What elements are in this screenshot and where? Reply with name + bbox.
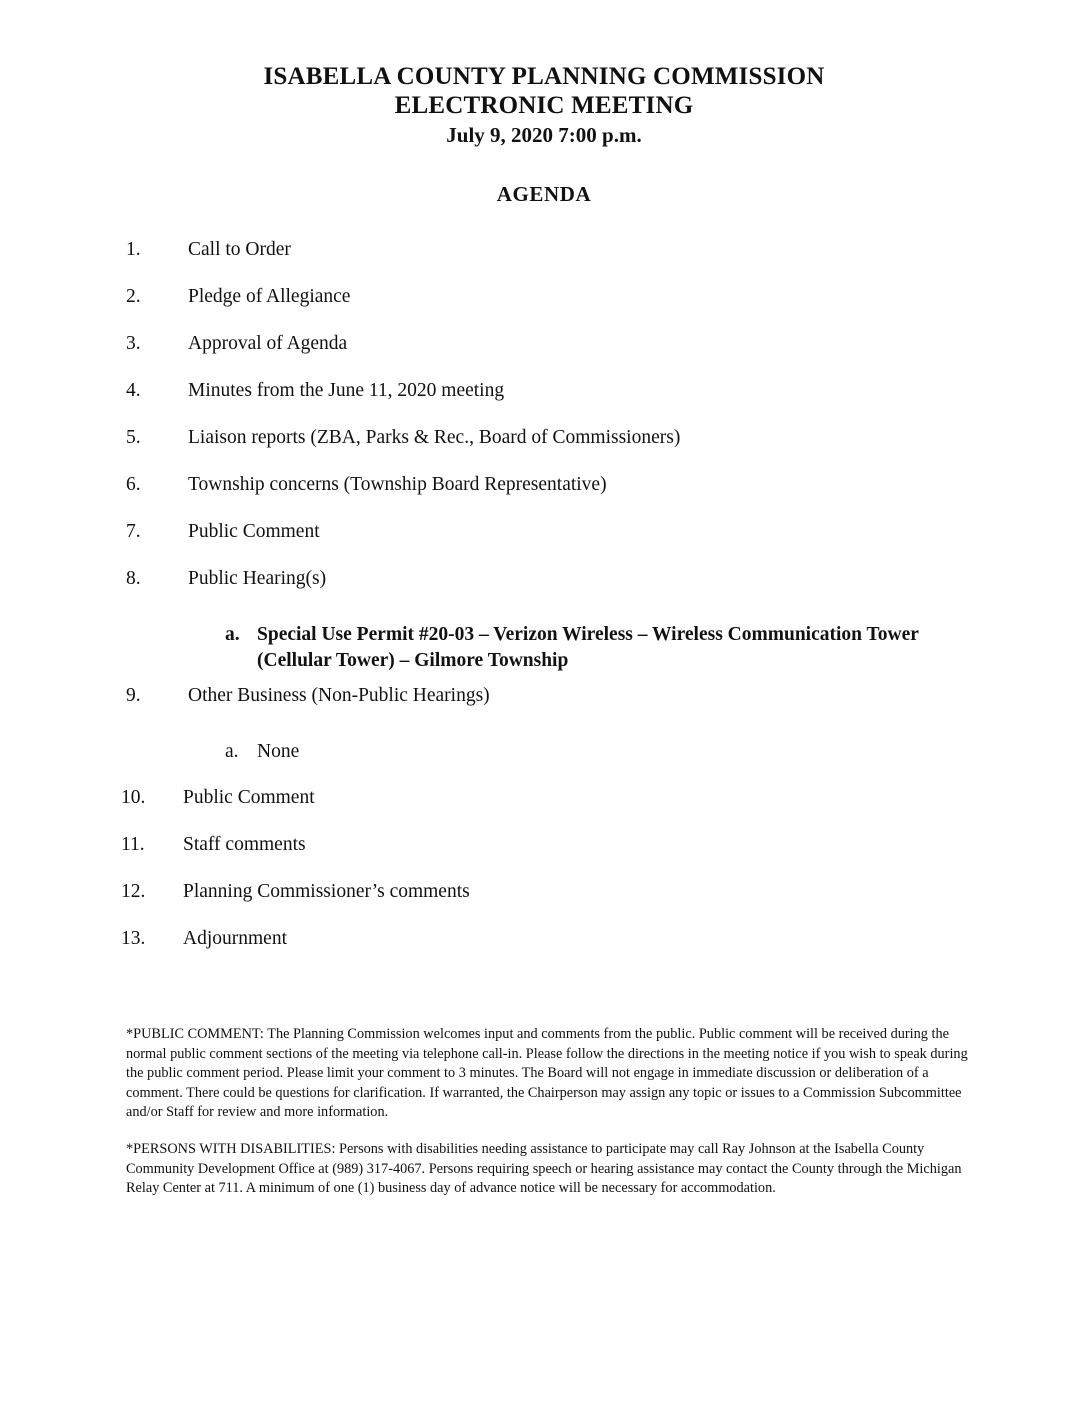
agenda-item-3: [0, 332, 1088, 379]
agenda-item-number: 4.: [126, 380, 141, 401]
agenda-item-10: [0, 786, 1088, 833]
footnote-label: *PUBLIC COMMENT:: [126, 1026, 264, 1042]
agenda-item-number: 6.: [126, 474, 141, 495]
agenda-item-number: 13.: [121, 928, 146, 949]
agenda-item-label: Staff comments: [183, 834, 306, 855]
agenda-item-number: 11.: [121, 834, 145, 855]
agenda-item-label: Adjournment: [183, 928, 287, 949]
page-title: ISABELLA COUNTY PLANNING COMMISSION: [263, 63, 825, 90]
agenda-item-number: 9.: [126, 685, 141, 706]
agenda-item-label: Township concerns (Township Board Representative): [188, 474, 607, 495]
agenda-item-8: [0, 567, 1088, 614]
footnote-label: *PERSONS WITH DISABILITIES:: [126, 1140, 336, 1157]
agenda-item-4: [0, 379, 1088, 426]
agenda-subitem-label: Special Use Permit #20-03 – Verizon Wireless – Wireless Communication Tower (Cellular Tower) – Gilmore Township: [257, 624, 919, 671]
agenda-item-5: [0, 426, 1088, 473]
agenda-heading: AGENDA: [496, 182, 592, 206]
agenda-item-label: Public Comment: [188, 521, 320, 542]
agenda-item-label: Public Comment: [183, 787, 315, 808]
footnote-public-comment: [126, 1025, 976, 1123]
agenda-list: [0, 238, 1088, 974]
agenda-item-11: [0, 833, 1088, 880]
document-header: [0, 0, 1088, 207]
footnote-body: Persons with disabilities needing assistance to participate may call Ray Johnson at the Isabella County Community Development Office at (989) 317-4067. Persons requiring speech or hearing assistance may contact the County through the Michigan Relay Center at 711. A minimum of one (1) business day of advance notice will be necessary for accommodation.: [126, 1140, 962, 1197]
agenda-item-13: [0, 927, 1088, 974]
agenda-item-number: 3.: [126, 333, 141, 354]
agenda-item-label: Minutes from the June 11, 2020 meeting: [188, 380, 505, 401]
agenda-subitem-letter: a.: [225, 741, 239, 762]
agenda-subitem-other-business: [0, 731, 1088, 786]
agenda-item-12: [0, 880, 1088, 927]
agenda-item-label: Other Business (Non-Public Hearings): [188, 685, 490, 706]
agenda-item-label: Liaison reports (ZBA, Parks & Rec., Board of Commissioners): [188, 427, 681, 448]
meeting-datetime: July 9, 2020 7:00 p.m.: [446, 123, 642, 147]
agenda-item-label: Pledge of Allegiance: [188, 286, 351, 307]
agenda-subitem-public-hearing: [0, 614, 1088, 684]
agenda-item-9: [0, 684, 1088, 731]
footnote-body: The Planning Commission welcomes input and comments from the public. Public comment will be received during the normal public comment sections of the meeting via telephone call-in. Please follow the directions in the meeting notice if you wish to speak during the public comment period. Please limit your comment to 3 minutes. The Board will not engage in immediate discussion or deliberation of a comment. There could be questions for clarification. If warranted, the Chairperson may assign any topic or issues to a Commission Subcommittee and/or Staff for review and more information.: [126, 1026, 968, 1121]
agenda-item-number: 8.: [126, 568, 141, 589]
agenda-item-number: 5.: [126, 427, 141, 448]
agenda-item-number: 2.: [126, 286, 141, 307]
agenda-item-2: [0, 285, 1088, 332]
agenda-item-number: 1.: [126, 239, 141, 260]
page-subtitle: ELECTRONIC MEETING: [394, 92, 694, 119]
agenda-item-label: Call to Order: [188, 239, 291, 260]
agenda-item-1: [0, 238, 1088, 285]
agenda-item-label: Planning Commissioner’s comments: [183, 881, 470, 902]
agenda-item-number: 10.: [121, 787, 146, 808]
footnote-persons-with-disabilities: [126, 1140, 976, 1199]
agenda-subitem-label: None: [257, 741, 300, 762]
agenda-subitem-letter: a.: [225, 624, 240, 645]
agenda-item-label: Public Hearing(s): [188, 568, 327, 589]
agenda-item-number: 12.: [121, 881, 146, 902]
agenda-item-number: 7.: [126, 521, 141, 542]
agenda-item-label: Approval of Agenda: [188, 333, 348, 354]
agenda-item-6: [0, 473, 1088, 520]
agenda-item-7: [0, 520, 1088, 567]
footnotes-section: [0, 1025, 1088, 1199]
